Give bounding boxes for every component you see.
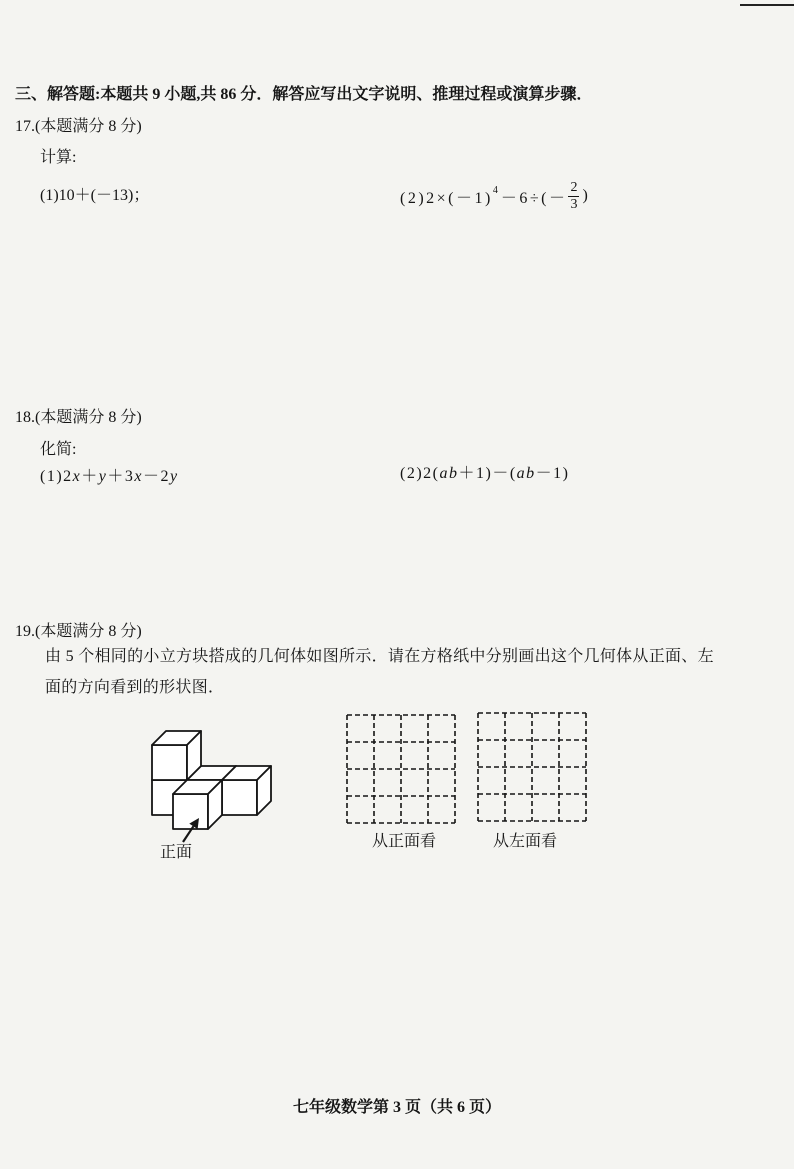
q17-title: 17.(本题满分 8 分) xyxy=(15,118,142,135)
section-header: 三、解答题:本题共 9 小题,共 86 分．解答应写出文字说明、推理过程或演算步骤． xyxy=(15,86,593,103)
grid-paper-front-view xyxy=(347,715,455,823)
scan-edge-mark xyxy=(740,4,794,6)
q17-part2-fraction xyxy=(568,181,579,212)
page-footer: 七年级数学第 3 页（共 6 页） xyxy=(292,1099,501,1116)
grid-caption-left-view: 从左面看 xyxy=(493,833,558,850)
cube xyxy=(152,731,201,780)
q17-instruction: 计算: xyxy=(40,149,77,166)
figure-front-label: 正面 xyxy=(160,844,193,861)
cube-front-face xyxy=(222,780,257,815)
q19-title: 19.(本题满分 8 分) xyxy=(15,623,142,640)
q17-part2-expression xyxy=(400,180,590,212)
q18-part1-expression: (1)2x＋y＋3x－2y xyxy=(40,468,179,485)
q19-text-line: 由 5 个相同的小立方块搭成的几何体如图所示．请在方格纸中分别画出这个几何体从正面、左 xyxy=(45,648,714,665)
q17-part2-tail: ) xyxy=(582,187,591,204)
cube-front-face xyxy=(152,745,187,780)
q18-part2-expression: (2)2(ab＋1)－(ab－1) xyxy=(400,465,570,482)
grid-paper-left-view xyxy=(478,713,586,821)
fraction-denominator: 3 xyxy=(570,196,578,212)
q17-part2-exponent: 4 xyxy=(492,185,498,196)
cube-solid-figure xyxy=(152,731,271,829)
q18-instruction: 化简: xyxy=(40,441,77,458)
q17-part1-expression: (1)10＋(－13)； xyxy=(40,187,150,204)
cube xyxy=(222,766,271,815)
q19-text-line: 面的方向看到的形状图． xyxy=(45,679,225,696)
q18-title: 18.(本题满分 8 分) xyxy=(15,409,142,426)
fraction-numerator: 2 xyxy=(570,179,578,195)
q17-part2-lead: (2)2×(－1) xyxy=(400,189,493,207)
grid-caption-front-view: 从正面看 xyxy=(372,833,437,850)
q17-part2-middle: －6÷(－ xyxy=(500,189,568,207)
